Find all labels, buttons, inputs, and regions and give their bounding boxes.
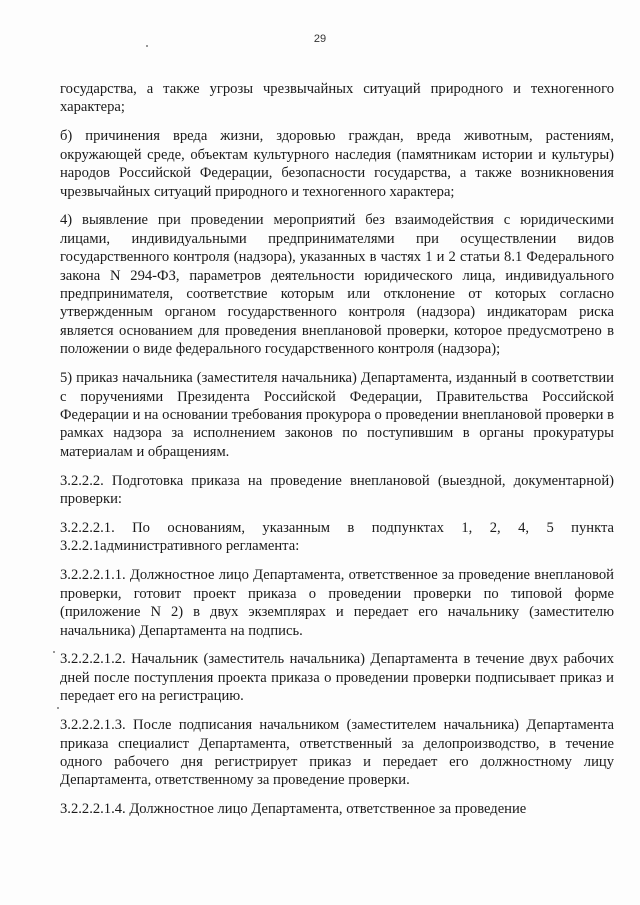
paragraph-item-4: 4) выявление при проведении мероприятий без взаимодействия с юридическими лицами, индивидуальными предпринимателями при осуществлении видов государственного контроля (надзора), указанных в частях 1 и 2 статьи 8.1 Федерального закона N 294-ФЗ, параметров деятельности юридического лица, индивидуального предпринимателя, соответствие которым или отклонение от которых согласно утвержденным органом государственного контроля (надзора) индикаторам риска является основанием для проведения внеплановой проверки, которое предусмотрено в положении о виде федерального государственного контроля (надзора); (60, 212, 614, 358)
paragraph-3-2-2-2-1: 3.2.2.2.1. По основаниям, указанным в подпунктах 1, 2, 4, 5 пункта 3.2.2.1административного регламента: (60, 520, 614, 555)
paragraph-3-2-2-2-1-1: 3.2.2.2.1.1. Должностное лицо Департамента, ответственное за проведение внеплановой проверки, готовит проект приказа о проведении проверки по типовой форме (приложение N 2) в двух экземплярах и передает его начальнику (заместителю начальника) Департамента на подпись. (60, 567, 614, 639)
scan-speck (146, 45, 148, 47)
paragraph-3-2-2-2-1-4: 3.2.2.2.1.4. Должностное лицо Департамента, ответственное за проведение (60, 801, 527, 818)
paragraph-item-b: б) причинения вреда жизни, здоровью граждан, вреда животным, растениям, окружающей среде, объектам культурного наследия (памятникам истории и культуры) народов Российской Федерации, безопасности государства, а также возникновения чрезвычайных ситуаций природного и техногенного характера; (60, 128, 614, 200)
scan-speck (57, 707, 59, 709)
scan-speck (53, 651, 55, 653)
paragraph-3-2-2-2-1-2: 3.2.2.2.1.2. Начальник (заместитель начальника) Департамента в течение двух рабочих дней после поступления проекта приказа о проведении проверки подписывает приказ и передает его на регистрацию. (60, 651, 614, 705)
document-body (60, 80, 614, 829)
paragraph-3-2-2-2-1-3: 3.2.2.2.1.3. После подписания начальником (заместителем начальника) Департамента приказа специалист Департамента, ответственный за делопроизводство, в течение одного рабочего дня регистрирует приказ и передает его должностному лицу Департамента, ответственному за проведение проверки. (60, 717, 614, 789)
paragraph-3-2-2-2: 3.2.2.2. Подготовка приказа на проведение внеплановой (выездной, документарной) проверки: (60, 472, 614, 508)
page-number: 29 (313, 33, 327, 45)
paragraph-item-5: 5) приказ начальника (заместителя начальника) Департамента, изданный в соответствии с поручениями Президента Российской Федерации, Правительства Российской Федерации и на основании требования прокурора о проведении внеплановой проверки в рамках надзора за исполнением законов по поступившим в органы прокуратуры материалам и обращениям. (60, 370, 614, 460)
paragraph-continuation: государства, а также угрозы чрезвычайных ситуаций природного и техногенного характера; (60, 81, 614, 116)
